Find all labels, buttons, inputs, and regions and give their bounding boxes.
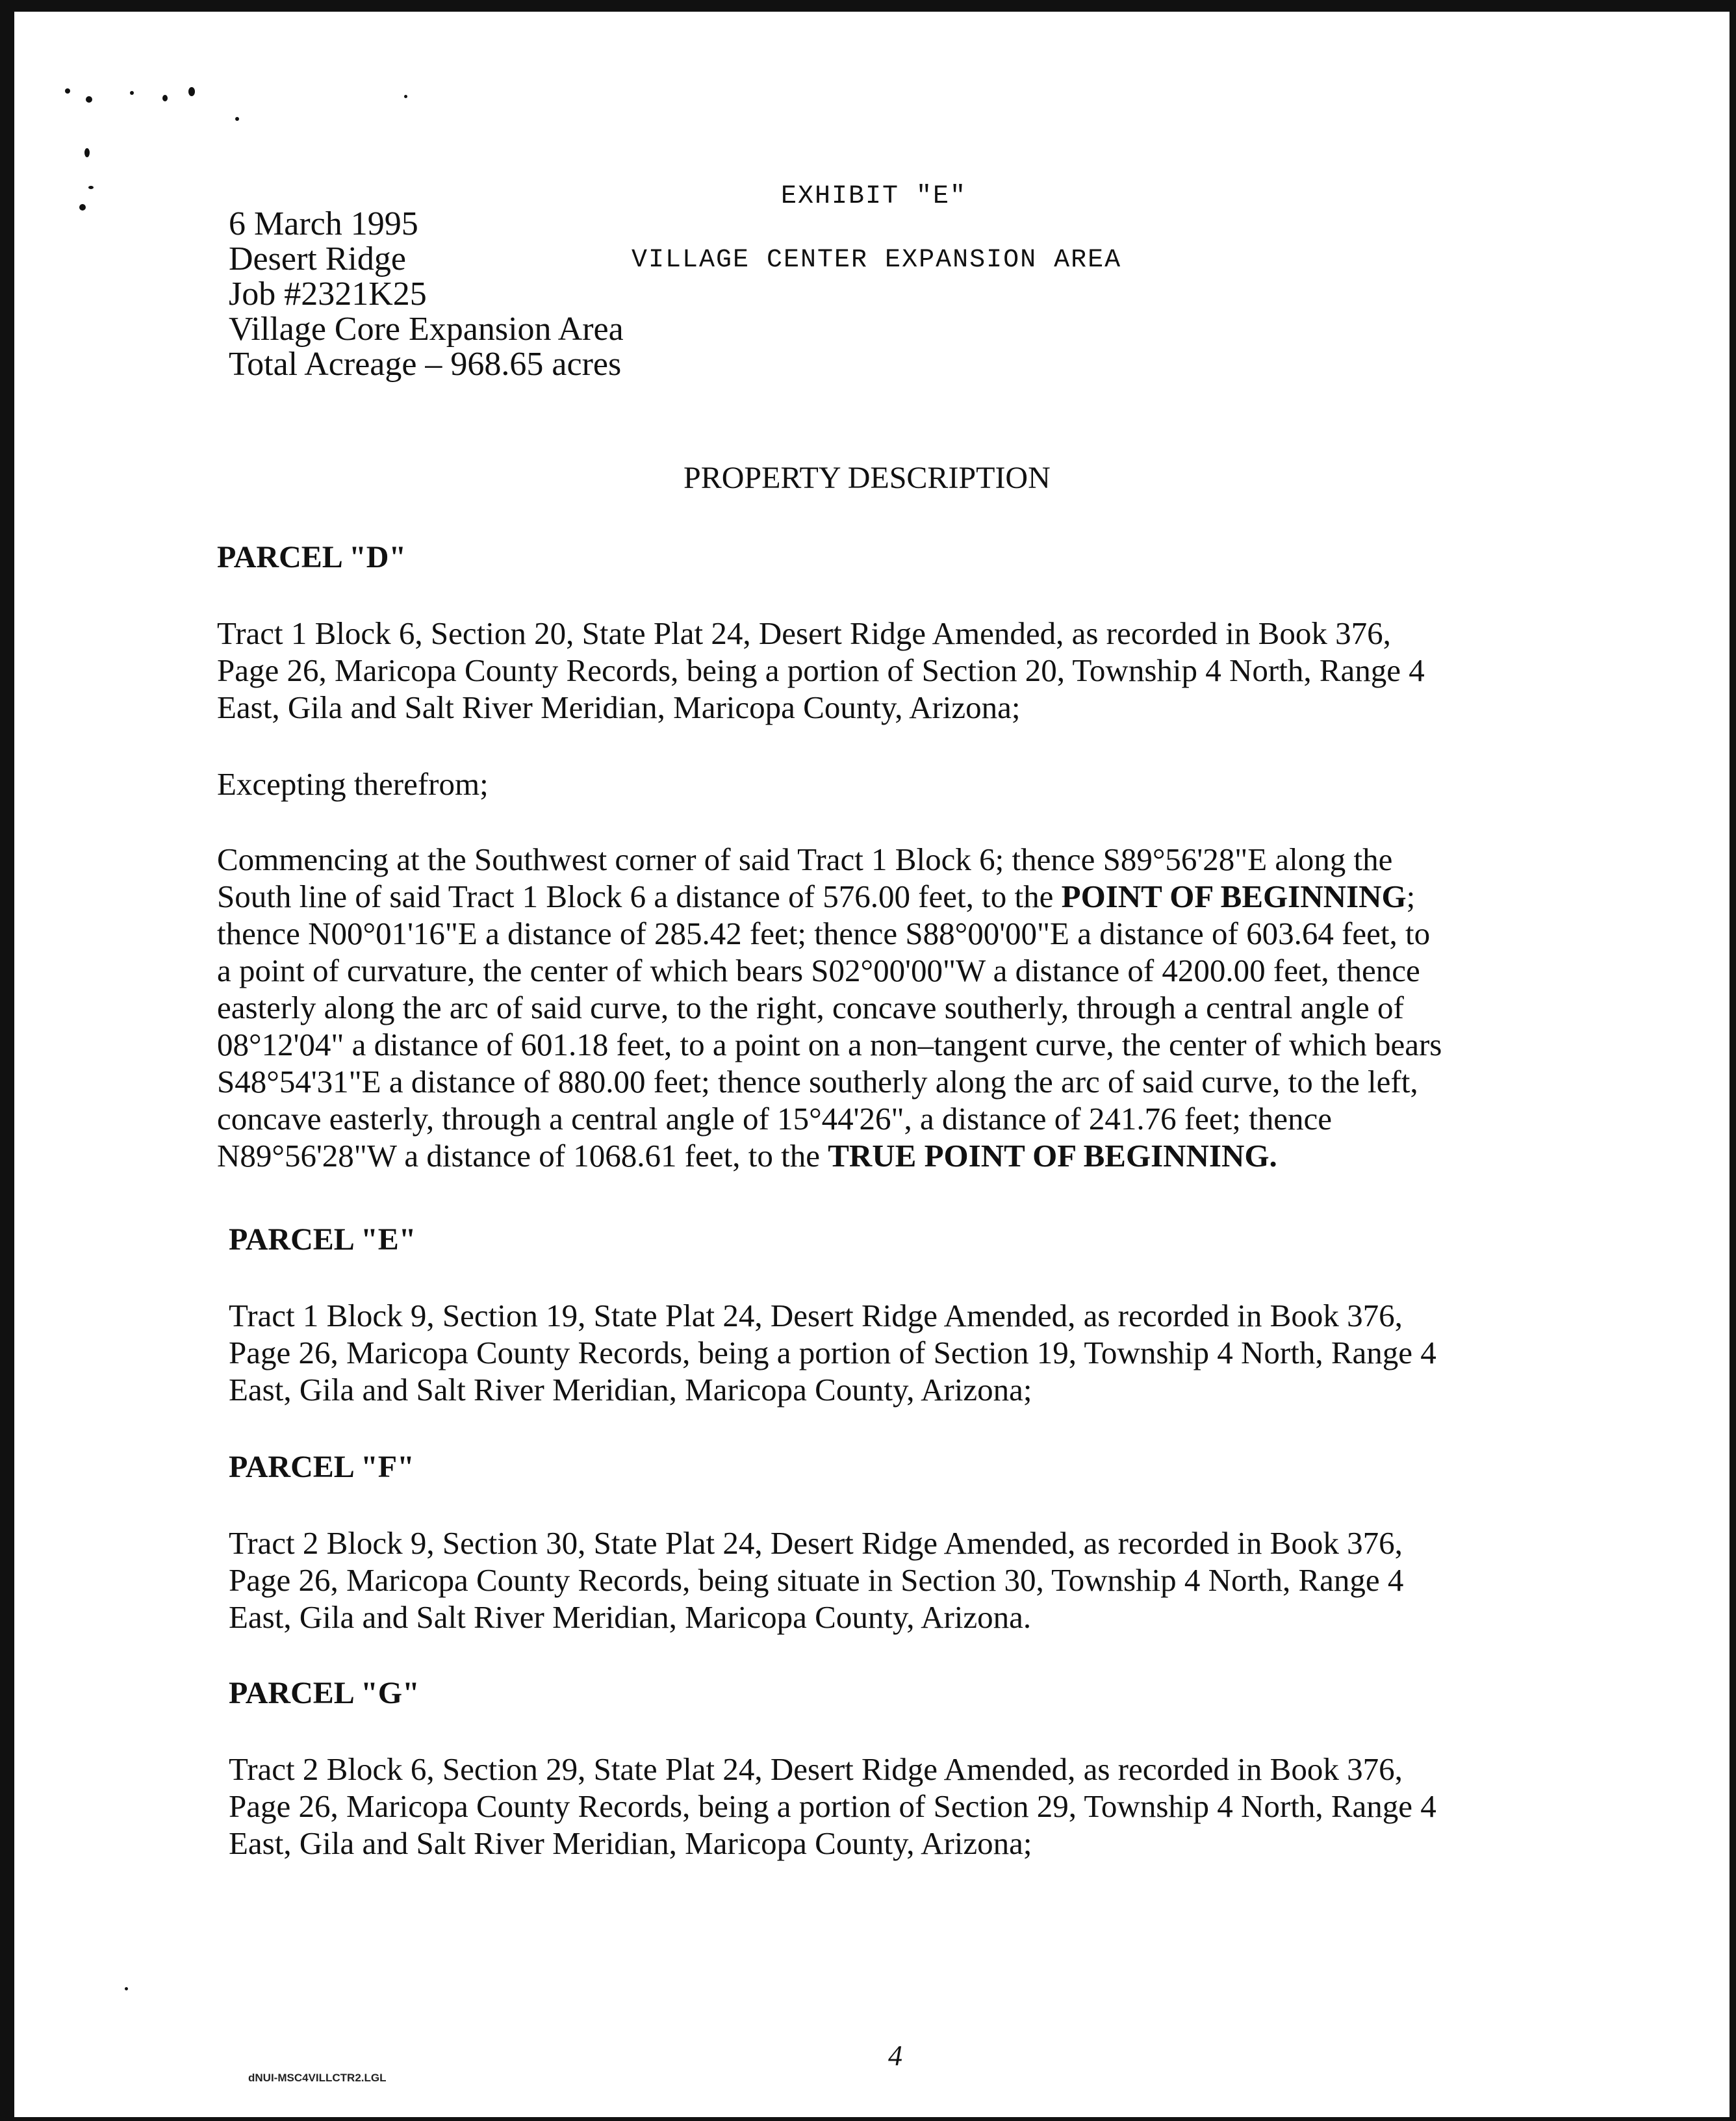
scan-border-top xyxy=(0,0,1736,12)
scan-speck xyxy=(84,148,90,157)
section-title: PROPERTY DESCRIPTION xyxy=(683,461,1051,495)
text-span: N89°56'28"W a distance of 1068.61 feet, to the xyxy=(217,1138,828,1174)
total-acreage: Total Acreage – 968.65 acres xyxy=(229,346,622,383)
exhibit-subtitle: VILLAGE CENTER EXPANSION AREA xyxy=(632,246,1122,275)
document-date: 6 March 1995 xyxy=(229,205,418,242)
excepting-clause xyxy=(217,765,1516,803)
scan-speck xyxy=(86,96,92,103)
text-line: a point of curvature, the center of which bears S02°00'00"W a distance of 4200.00 feet, thence xyxy=(217,953,1420,988)
job-number: Job #2321K25 xyxy=(229,276,427,313)
scan-speck xyxy=(125,1987,128,1990)
text-line: Commencing at the Southwest corner of said Tract 1 Block 6; thence S89°56'28"E along the xyxy=(217,842,1393,877)
scan-speck xyxy=(162,95,168,101)
text-line: thence N00°01'16"E a distance of 285.42 feet; thence S88°00'00"E a distance of 603.64 feet, to xyxy=(217,916,1431,951)
text-span: South line of said Tract 1 Block 6 a distance of 576.00 feet, to the xyxy=(217,879,1062,914)
true-point-of-beginning: TRUE POINT OF BEGINNING. xyxy=(828,1138,1277,1174)
text-line: Page 26, Maricopa County Records, being a portion of Section 20, Township 4 North, Range 4 xyxy=(217,652,1425,688)
parcel-e-description xyxy=(229,1297,1528,1408)
scan-speck xyxy=(88,186,94,189)
document-header-block xyxy=(229,207,624,382)
text-line: Tract 1 Block 6, Section 20, State Plat 24, Desert Ridge Amended, as recorded in Book 376, xyxy=(217,615,1391,651)
scan-border-left xyxy=(0,0,14,2121)
parcel-f-description xyxy=(229,1524,1528,1636)
scan-speck xyxy=(404,95,407,98)
text-line: East, Gila and Salt River Meridian, Maricopa County, Arizona; xyxy=(229,1372,1032,1408)
parcel-f-heading: PARCEL "F" xyxy=(229,1450,415,1484)
parcel-g-heading: PARCEL "G" xyxy=(229,1676,420,1710)
text-line: easterly along the arc of said curve, to the right, concave southerly, through a central angle of xyxy=(217,990,1404,1025)
page-number: 4 xyxy=(888,2040,902,2072)
footer-file-code: dNUI-MSC4VILLCTR2.LGL xyxy=(248,2072,387,2084)
text-line: East, Gila and Salt River Meridian, Maricopa County, Arizona; xyxy=(229,1825,1032,1861)
scan-speck xyxy=(235,117,239,121)
text-line xyxy=(217,1137,1516,1174)
area-name: Village Core Expansion Area xyxy=(229,311,624,348)
scan-speck xyxy=(79,204,86,211)
commencing-description xyxy=(217,841,1516,1174)
text-line: 08°12'04" a distance of 601.18 feet, to a point on a non–tangent curve, the center of which bears xyxy=(217,1027,1442,1062)
text-line: Page 26, Maricopa County Records, being situate in Section 30, Township 4 North, Range 4 xyxy=(229,1562,1404,1598)
exhibit-title: EXHIBIT "E" xyxy=(781,182,967,211)
parcel-e-heading: PARCEL "E" xyxy=(229,1222,416,1257)
text-line: concave easterly, through a central angle of 15°44'26", a distance of 241.76 feet; thence xyxy=(217,1101,1333,1137)
text-line: Page 26, Maricopa County Records, being a portion of Section 29, Township 4 North, Range 4 xyxy=(229,1788,1436,1824)
text-line: Tract 2 Block 6, Section 29, State Plat 24, Desert Ridge Amended, as recorded in Book 376, xyxy=(229,1751,1403,1787)
point-of-beginning: POINT OF BEGINNING xyxy=(1061,879,1407,914)
parcel-d-description xyxy=(217,615,1516,726)
scan-speck xyxy=(65,88,70,94)
text-line: East, Gila and Salt River Meridian, Maricopa County, Arizona. xyxy=(229,1599,1032,1635)
text-line: S48°54'31"E a distance of 880.00 feet; thence southerly along the arc of said curve, to the left, xyxy=(217,1064,1418,1099)
text-line: Tract 1 Block 9, Section 19, State Plat 24, Desert Ridge Amended, as recorded in Book 376, xyxy=(229,1298,1403,1333)
document-page xyxy=(14,12,1730,2117)
parcel-d-heading: PARCEL "D" xyxy=(217,540,407,574)
text-line xyxy=(217,878,1516,915)
project-name: Desert Ridge xyxy=(229,240,406,277)
text-line: Tract 2 Block 9, Section 30, State Plat 24, Desert Ridge Amended, as recorded in Book 376, xyxy=(229,1525,1403,1561)
text-line: Excepting therefrom; xyxy=(217,766,489,802)
text-span: ; xyxy=(1406,879,1416,914)
scan-speck xyxy=(130,91,134,95)
parcel-g-description xyxy=(229,1751,1528,1862)
text-line: Page 26, Maricopa County Records, being a portion of Section 19, Township 4 North, Range 4 xyxy=(229,1335,1436,1370)
scan-speck xyxy=(188,87,195,96)
text-line: East, Gila and Salt River Meridian, Maricopa County, Arizona; xyxy=(217,689,1021,725)
